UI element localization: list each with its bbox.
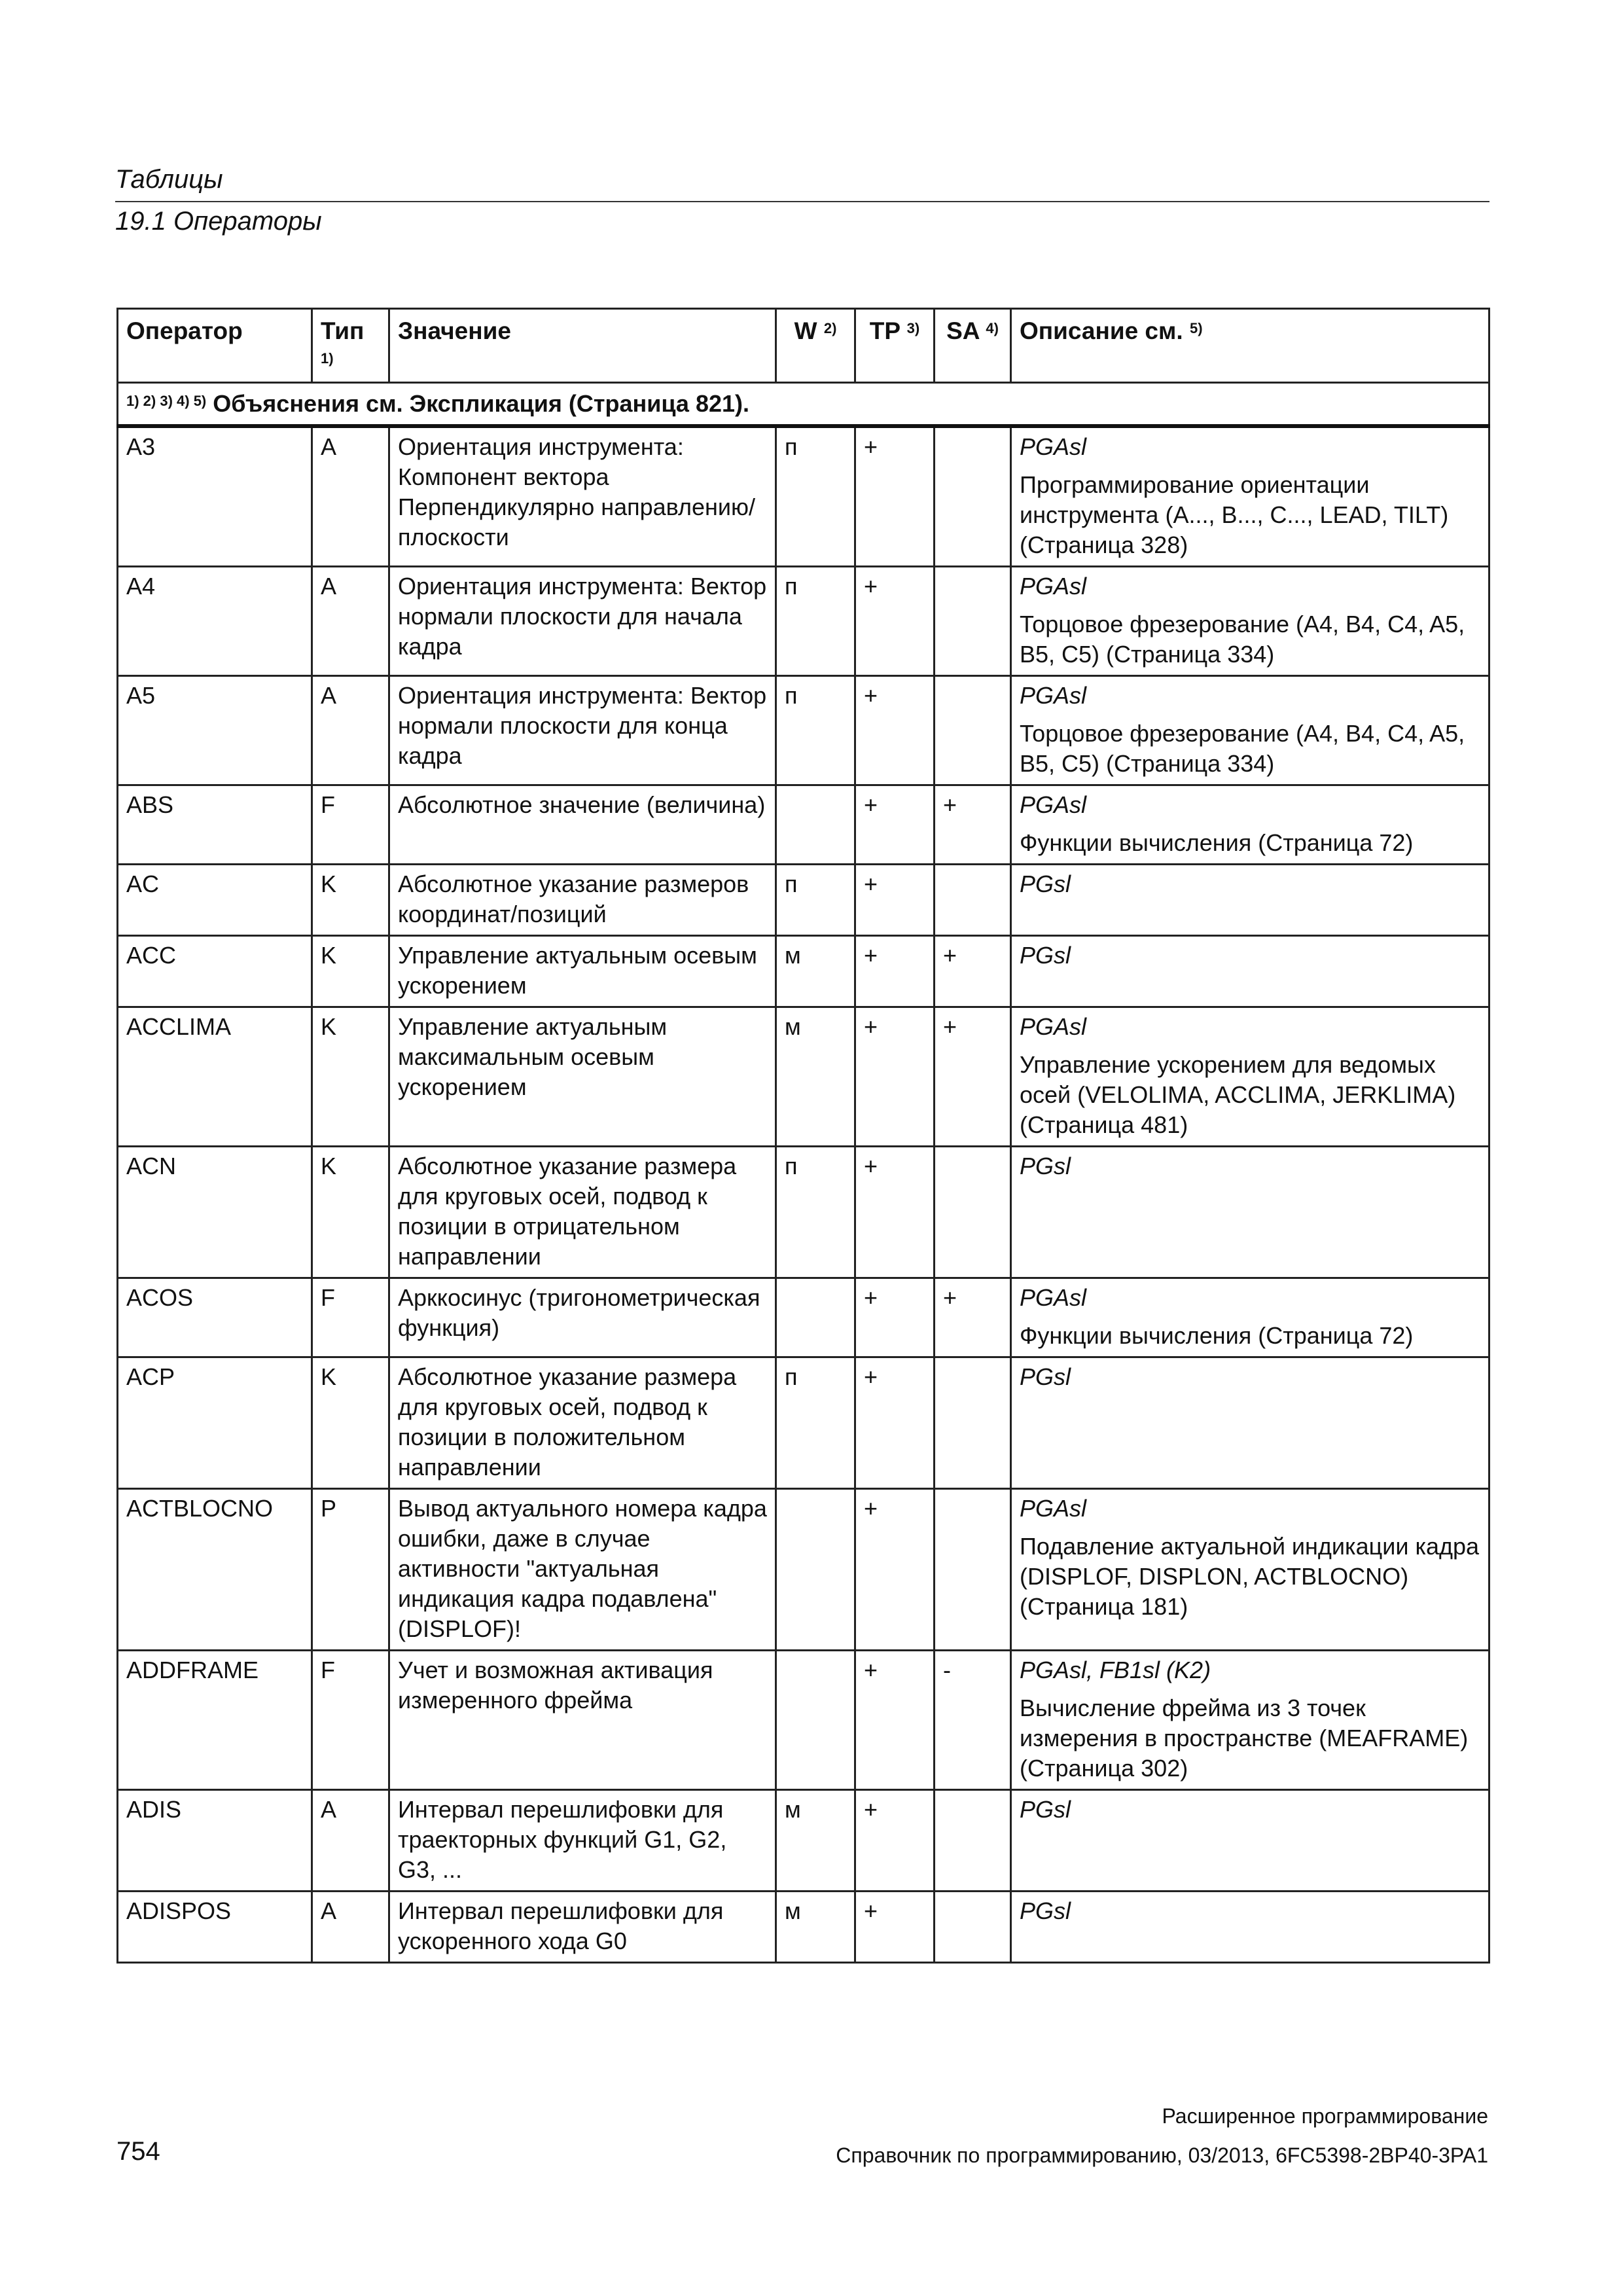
tp-cell: +: [855, 1007, 935, 1147]
w-cell: п: [776, 865, 855, 936]
meaning-cell: Абсолютное указание размеров координат/позиций: [389, 865, 776, 936]
meaning-cell: Абсолютное указание размера для круговых осей, подвод к позиции в отрицательном направлении: [389, 1147, 776, 1278]
reference-link: PGsl: [1020, 942, 1071, 969]
w-cell: [776, 1651, 855, 1790]
meaning-cell: Ориентация инструмента: Вектор нормали плоскости для начала кадра: [389, 567, 776, 676]
tp-cell: +: [855, 865, 935, 936]
header-divider: [115, 201, 1489, 202]
meaning-cell: Управление актуальным максимальным осевым ускорением: [389, 1007, 776, 1147]
description-cell: [1011, 1007, 1489, 1147]
type-cell: F: [312, 1651, 389, 1790]
operator-cell: ADISPOS: [118, 1892, 312, 1963]
sa-cell: [935, 567, 1011, 676]
w-cell: [776, 1278, 855, 1357]
type-cell: K: [312, 1147, 389, 1278]
w-cell: п: [776, 1147, 855, 1278]
sa-cell: +: [935, 785, 1011, 865]
description-text: Вычисление фрейма из 3 точек измерения в пространстве (MEAFRAME) (Страница 302): [1020, 1695, 1469, 1782]
operators-table: [116, 308, 1490, 1964]
tp-cell: +: [855, 1651, 935, 1790]
tp-cell: +: [855, 426, 935, 567]
description-cell: [1011, 1489, 1489, 1651]
table-row: [118, 1489, 1489, 1651]
table-row: [118, 1007, 1489, 1147]
reference-link: PGAsl: [1020, 1284, 1087, 1311]
meaning-cell: Абсолютное значение (величина): [389, 785, 776, 865]
w-cell: м: [776, 936, 855, 1007]
operator-cell: ABS: [118, 785, 312, 865]
tp-cell: +: [855, 1357, 935, 1489]
header-meaning: Значение: [389, 309, 776, 383]
footer-book-title: Расширенное программирование: [1162, 2104, 1488, 2128]
sa-cell: [935, 426, 1011, 567]
reference-link: PGAsl: [1020, 682, 1087, 709]
type-cell: K: [312, 1007, 389, 1147]
w-cell: п: [776, 567, 855, 676]
meaning-cell: Интервал перешлифовки для ускоренного хода G0: [389, 1892, 776, 1963]
meaning-cell: Интервал перешлифовки для траекторных функций G1, G2, G3, ...: [389, 1790, 776, 1892]
operator-cell: AC: [118, 865, 312, 936]
w-cell: м: [776, 1790, 855, 1892]
operator-cell: ACTBLOCNO: [118, 1489, 312, 1651]
type-cell: A: [312, 426, 389, 567]
meaning-cell: Арккосинус (тригонометрическая функция): [389, 1278, 776, 1357]
w-cell: [776, 785, 855, 865]
operator-cell: A4: [118, 567, 312, 676]
type-cell: K: [312, 1357, 389, 1489]
type-cell: A: [312, 676, 389, 785]
operator-cell: ADDFRAME: [118, 1651, 312, 1790]
reference-link: PGAsl: [1020, 1013, 1087, 1040]
description-cell: [1011, 1357, 1489, 1489]
header-sa: SA $^{4)}$: [935, 309, 1011, 383]
tp-cell: +: [855, 1278, 935, 1357]
table-row: [118, 1147, 1489, 1278]
tp-cell: +: [855, 567, 935, 676]
meaning-cell: Ориентация инструмента: Вектор нормали плоскости для конца кадра: [389, 676, 776, 785]
header-tp: TP $^{3)}$: [855, 309, 935, 383]
footer-reference: Справочник по программированию, 03/2013, 6FC5398-2BP40-3PA1: [836, 2144, 1488, 2167]
description-text: Торцовое фрезерование (A4, B4, C4, A5, B5, C5) (Страница 334): [1020, 720, 1465, 777]
reference-link: PGsl: [1020, 1153, 1071, 1179]
table-row: [118, 1357, 1489, 1489]
type-cell: A: [312, 1892, 389, 1963]
sa-cell: -: [935, 1651, 1011, 1790]
description-cell: [1011, 1278, 1489, 1357]
reference-link: PGsl: [1020, 1363, 1071, 1390]
type-cell: K: [312, 936, 389, 1007]
table-header-row: [118, 309, 1489, 383]
operator-cell: ACC: [118, 936, 312, 1007]
operator-cell: ACOS: [118, 1278, 312, 1357]
reference-link: PGAsl: [1020, 1495, 1087, 1522]
description-cell: [1011, 676, 1489, 785]
tp-cell: +: [855, 936, 935, 1007]
w-cell: м: [776, 1892, 855, 1963]
table-row: [118, 1790, 1489, 1892]
reference-link: PGsl: [1020, 1897, 1071, 1924]
w-cell: п: [776, 676, 855, 785]
table-row: [118, 936, 1489, 1007]
description-text: Программирование ориентации инструмента (A..., B..., C..., LEAD, TILT) (Страница 328): [1020, 471, 1449, 558]
description-cell: [1011, 426, 1489, 567]
reference-link: PGAsl, FB1sl (K2): [1020, 1657, 1211, 1683]
sa-cell: [935, 1892, 1011, 1963]
operator-cell: ADIS: [118, 1790, 312, 1892]
tp-cell: +: [855, 1147, 935, 1278]
section-title: 19.1 Операторы: [115, 207, 322, 236]
table-row: [118, 1278, 1489, 1357]
reference-link: PGAsl: [1020, 573, 1087, 600]
reference-link: PGAsl: [1020, 791, 1087, 818]
tp-cell: +: [855, 785, 935, 865]
header-operator: Оператор: [118, 309, 312, 383]
meaning-cell: Управление актуальным осевым ускорением: [389, 936, 776, 1007]
description-cell: [1011, 936, 1489, 1007]
page-number: 754: [116, 2137, 160, 2166]
header-description: Описание см. $^{5)}$: [1011, 309, 1489, 383]
w-cell: [776, 1489, 855, 1651]
w-cell: п: [776, 426, 855, 567]
description-cell: [1011, 567, 1489, 676]
table-row: [118, 785, 1489, 865]
operator-cell: A3: [118, 426, 312, 567]
table-row: [118, 426, 1489, 567]
table-row: [118, 676, 1489, 785]
operator-cell: ACCLIMA: [118, 1007, 312, 1147]
tp-cell: +: [855, 1790, 935, 1892]
type-cell: F: [312, 1278, 389, 1357]
table-note: $^{1) 2) 3) 4) 5)}$ Объяснения см. Экспликация (Страница 821).: [118, 383, 1489, 427]
sa-cell: +: [935, 936, 1011, 1007]
sa-cell: [935, 1147, 1011, 1278]
tp-cell: +: [855, 676, 935, 785]
description-cell: [1011, 1892, 1489, 1963]
table-row: [118, 1892, 1489, 1963]
reference-link: PGAsl: [1020, 433, 1087, 460]
sa-cell: [935, 676, 1011, 785]
description-cell: [1011, 785, 1489, 865]
sa-cell: [935, 1790, 1011, 1892]
description-cell: [1011, 1790, 1489, 1892]
reference-link: PGsl: [1020, 870, 1071, 897]
description-cell: [1011, 865, 1489, 936]
meaning-cell: Ориентация инструмента: Компонент вектора Перпендикулярно направлению/плоскости: [389, 426, 776, 567]
header-type: Тип $^{1)}$: [312, 309, 389, 383]
meaning-cell: Абсолютное указание размера для круговых осей, подвод к позиции в положительном направлении: [389, 1357, 776, 1489]
w-cell: п: [776, 1357, 855, 1489]
description-text: Функции вычисления (Страница 72): [1020, 829, 1414, 856]
description-text: Подавление актуальной индикации кадра (DISPLOF, DISPLON, ACTBLOCNO) (Страница 181): [1020, 1533, 1480, 1620]
type-cell: A: [312, 1790, 389, 1892]
description-cell: [1011, 1651, 1489, 1790]
description-text: Функции вычисления (Страница 72): [1020, 1322, 1414, 1349]
operator-cell: ACN: [118, 1147, 312, 1278]
sa-cell: +: [935, 1007, 1011, 1147]
type-cell: A: [312, 567, 389, 676]
header-w: W $^{2)}$: [776, 309, 855, 383]
sa-cell: [935, 1357, 1011, 1489]
w-cell: м: [776, 1007, 855, 1147]
sa-cell: [935, 1489, 1011, 1651]
operator-cell: A5: [118, 676, 312, 785]
type-cell: F: [312, 785, 389, 865]
sa-cell: +: [935, 1278, 1011, 1357]
description-text: Управление ускорением для ведомых осей (VELOLIMA, ACCLIMA, JERKLIMA) (Страница 481): [1020, 1051, 1456, 1138]
description-text: Торцовое фрезерование (A4, B4, C4, A5, B5, C5) (Страница 334): [1020, 611, 1465, 668]
table-row: [118, 865, 1489, 936]
reference-link: PGsl: [1020, 1796, 1071, 1823]
tp-cell: +: [855, 1489, 935, 1651]
table-row: [118, 567, 1489, 676]
table-note-row: [118, 383, 1489, 427]
tp-cell: +: [855, 1892, 935, 1963]
meaning-cell: Вывод актуального номера кадра ошибки, даже в случае активности "актуальная индикация кадра подавлена" (DISPLOF)!: [389, 1489, 776, 1651]
operator-cell: ACP: [118, 1357, 312, 1489]
sa-cell: [935, 865, 1011, 936]
type-cell: K: [312, 865, 389, 936]
type-cell: P: [312, 1489, 389, 1651]
meaning-cell: Учет и возможная активация измеренного фрейма: [389, 1651, 776, 1790]
description-cell: [1011, 1147, 1489, 1278]
table-row: [118, 1651, 1489, 1790]
chapter-title: Таблицы: [115, 165, 223, 194]
